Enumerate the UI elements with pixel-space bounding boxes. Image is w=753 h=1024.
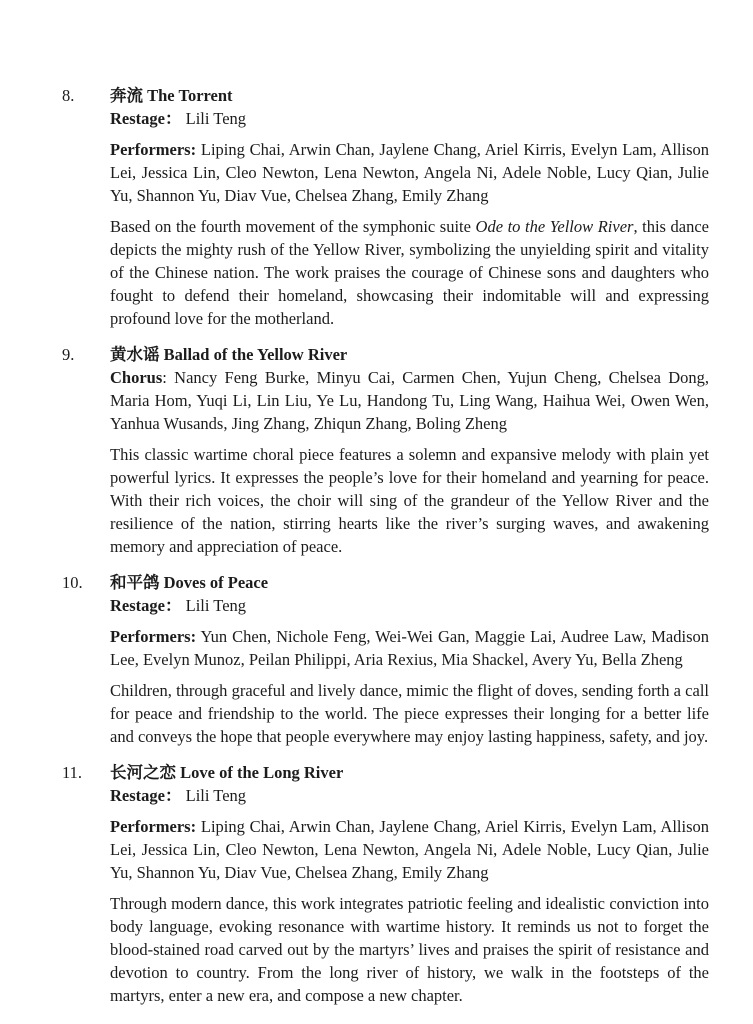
item-body <box>110 761 709 1007</box>
restage-label: Restage： <box>110 596 182 615</box>
performers-names: Liping Chai, Arwin Chan, Jaylene Chang, Ariel Kirris, Evelyn Lam, Allison Lei, Jessica Lin, Cleo Newton, Lena Newton, Angela Ni, Adele Noble, Lucy Qian, Julie Yu, Shannon Yu, Diav Vue, Chelsea Zhang, Emily Zhang <box>110 140 710 205</box>
item-title: 和平鸽 Doves of Peace <box>110 573 269 592</box>
program-item-11 <box>62 761 709 1007</box>
description-italic-title: Ode to the Yellow River <box>475 217 634 236</box>
performers-label: Performers: <box>110 817 197 836</box>
item-number: 9. <box>62 345 75 364</box>
description-text: Children, through graceful and lively dance, mimic the flight of doves, sending forth a call for peace and friendship to the world. The piece expresses their longing for a better life and conveys the hope that people everywhere may enjoy lasting happiness, safety, and joy. <box>110 681 709 746</box>
performers-line <box>110 815 709 884</box>
restage-value: Lili Teng <box>185 596 247 615</box>
chorus-line <box>110 366 709 435</box>
restage-label: Restage： <box>110 786 182 805</box>
restage-line <box>110 784 709 807</box>
item-number: 10. <box>62 573 83 592</box>
item-description <box>110 892 709 1007</box>
item-number: 11. <box>62 763 83 782</box>
item-body <box>110 571 709 748</box>
description-text: This classic wartime choral piece features a solemn and expansive melody with plain yet powerful lyrics. It expresses the people’s love for their homeland and yearning for peace. With their rich voices, the choir will sing of the grandeur of the Yellow River and the resilience of the nation, stirring hearts like the river’s surging waves, and awakening memory and appreciation of peace. <box>110 445 709 556</box>
item-description <box>110 215 709 330</box>
chorus-label: Chorus <box>110 368 163 387</box>
chorus-names: Nancy Feng Burke, Minyu Cai, Carmen Chen, Yujun Cheng, Chelsea Dong, Maria Hom, Yuqi Li, Lin Liu, Ye Lu, Handong Tu, Ling Wang, Haihua Wei, Owen Wen, Yanhua Wusands, Jing Zhang, Zhiqun Zhang, Boling Zheng <box>110 368 710 433</box>
performers-label: Performers: <box>110 140 197 159</box>
item-title: 长河之恋 Love of the Long River <box>110 763 344 782</box>
item-description <box>110 443 709 558</box>
item-title: 奔流 The Torrent <box>110 86 233 105</box>
restage-line <box>110 594 709 617</box>
performers-names: Liping Chai, Arwin Chan, Jaylene Chang, Ariel Kirris, Evelyn Lam, Allison Lei, Jessica Lin, Cleo Newton, Lena Newton, Angela Ni, Adele Noble, Lucy Qian, Julie Yu, Shannon Yu, Diav Vue, Chelsea Zhang, Emily Zhang <box>110 817 710 882</box>
item-body <box>110 84 709 330</box>
restage-value: Lili Teng <box>185 109 247 128</box>
chorus-separator: : <box>162 368 167 387</box>
performers-line <box>110 138 709 207</box>
item-body <box>110 343 709 558</box>
description-text: Through modern dance, this work integrates patriotic feeling and idealistic conviction into body language, evoking resonance with wartime history. It reminds us not to forget the blood-stained road carved out by the martyrs’ lives and praises the spirit of resistance and devotion to country. From the long river of history, we walk in the footsteps of the martyrs, enter a new era, and compose a new chapter. <box>110 894 709 1005</box>
program-item-9 <box>62 343 709 558</box>
item-number: 8. <box>62 86 75 105</box>
item-description <box>110 679 709 748</box>
performers-line <box>110 625 709 671</box>
item-title: 黄水谣 Ballad of the Yellow River <box>110 345 348 364</box>
program-item-10 <box>62 571 709 748</box>
restage-value: Lili Teng <box>185 786 247 805</box>
restage-label: Restage： <box>110 109 182 128</box>
description-text: Based on the fourth movement of the symphonic suite <box>110 217 476 236</box>
description-text: , this dance depicts the mighty rush of the Yellow River, symbolizing the unyielding spirit and vitality of the Chinese nation. The work praises the courage of Chinese sons and daughters who fought to defend their homeland, showcasing their indomitable will and expressing profound love for the motherland. <box>110 217 710 328</box>
performers-label: Performers: <box>110 627 197 646</box>
restage-line <box>110 107 709 130</box>
program-item-8 <box>62 84 709 330</box>
performers-names: Yun Chen, Nichole Feng, Wei-Wei Gan, Maggie Lai, Audree Law, Madison Lee, Evelyn Munoz, Peilan Philippi, Aria Rexius, Mia Shackel, Avery Yu, Bella Zheng <box>110 627 709 669</box>
